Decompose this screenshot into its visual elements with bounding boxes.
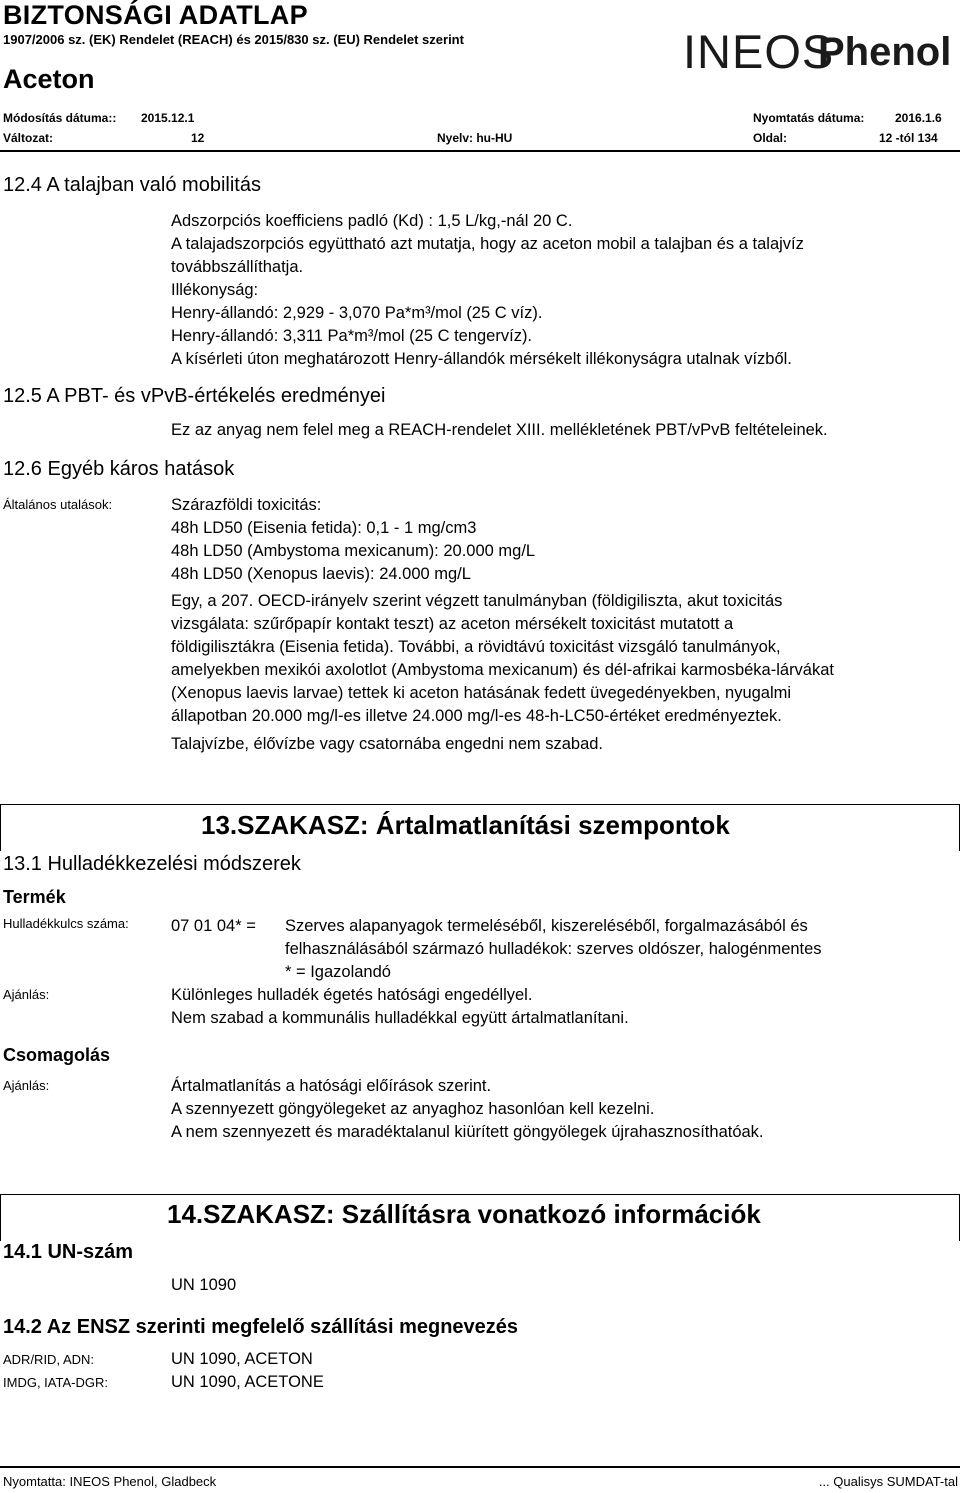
- section-12-6-heading: 12.6 Egyéb káros hatások: [3, 458, 235, 480]
- text-line: Illékonyság:: [171, 281, 259, 299]
- waste-code-label: Hulladékkulcs száma:: [3, 916, 129, 931]
- text-line: Egy, a 207. OECD-irányelv szerint végzett tanulmányban (földigiliszta, akut toxicitás: [171, 592, 783, 610]
- text-line: 48h LD50 (Eisenia fetida): 0,1 - 1 mg/cm3: [171, 519, 477, 537]
- section-14-title: 14.SZAKASZ: Szállításra vonatkozó információk: [167, 1199, 761, 1229]
- logo-ineos-text: INEOS: [683, 25, 835, 78]
- print-date-label: Nyomtatás dátuma:: [753, 111, 865, 125]
- modified-label: Módosítás dátuma::: [3, 111, 117, 125]
- text-line: 48h LD50 (Xenopus laevis): 24.000 mg/L: [171, 565, 471, 583]
- section-12-5-text: Ez az anyag nem felel meg a REACH-rendelet XIII. mellékletének PBT/vPvB feltételeinek.: [171, 421, 828, 439]
- logo-phenol-text: Phenol: [818, 30, 952, 74]
- text-line: * = Igazolandó: [285, 963, 391, 981]
- text-line: Henry-állandó: 2,929 - 3,070 Pa*m³/mol (25 C víz).: [171, 304, 543, 322]
- version-value: 12: [191, 131, 205, 145]
- text-line: (Xenopus laevis larvae) tettek ki aceton hatásának fedett üvegedényekben, nyugalmi: [171, 684, 792, 702]
- text-line: felhasználásából származó hulladékok: szerves oldószer, halogénmentes: [285, 940, 822, 958]
- recommendation-label: Ajánlás:: [3, 987, 50, 1002]
- waste-code-description: [285, 915, 822, 984]
- text-line: Szerves alapanyagok termeléséből, kiszereléséből, forgalmazásából és: [285, 917, 808, 935]
- ineos-phenol-logo: [683, 26, 958, 78]
- footer-rule: [0, 1466, 960, 1468]
- section-12-6-warning: Talajvízbe, élővízbe vagy csatornába engedni nem szabad.: [171, 735, 604, 753]
- language: Nyelv: hu-HU: [437, 131, 513, 145]
- section-13-title: 13.SZAKASZ: Ártalmatlanítási szempontok: [201, 810, 730, 840]
- text-line: A kísérleti úton meghatározott Henry-állandók mérsékelt illékonyságra utalnak vízből.: [171, 350, 792, 368]
- footer-right: ... Qualisys SUMDAT-tal: [818, 1474, 958, 1489]
- waste-code-value: 07 01 04* =: [171, 917, 256, 935]
- packaging-subheading: Csomagolás: [3, 1045, 111, 1065]
- section-12-5-heading: 12.5 A PBT- és vPvB-értékelés eredményei: [3, 385, 386, 407]
- version-label: Változat:: [3, 131, 54, 145]
- packaging-recommendation-text: [171, 1075, 764, 1144]
- section-12-6-toxicity: [171, 494, 535, 586]
- product-name: Aceton: [3, 64, 95, 94]
- text-line: továbbszállíthatja.: [171, 258, 304, 276]
- footer-left: Nyomtatta: INEOS Phenol, Gladbeck: [3, 1474, 217, 1489]
- un-number-value: UN 1090: [171, 1276, 237, 1294]
- regulation-line: 1907/2006 sz. (EK) Rendelet (REACH) és 2015/830 sz. (EU) Rendelet szerint: [3, 32, 464, 47]
- page-value: 12 -tól 134: [879, 131, 938, 145]
- adr-label: ADR/RID, ADN:: [3, 1352, 95, 1367]
- text-line: állapotban 20.000 mg/l-es illetve 24.000 mg/l-es 48-h-LC50-értéket eredményeztek.: [171, 707, 782, 725]
- document-title: BIZTONSÁGI ADATLAP: [3, 0, 308, 30]
- text-line: Ártalmatlanítás a hatósági előírások szerint.: [171, 1077, 492, 1095]
- text-line: 48h LD50 (Ambystoma mexicanum): 20.000 mg/L: [171, 542, 536, 560]
- text-line: Henry-állandó: 3,311 Pa*m³/mol (25 C tengervíz).: [171, 327, 533, 345]
- section-12-4-text: [171, 210, 804, 371]
- section-14-2-heading: 14.2 Az ENSZ szerinti megfelelő szállítási megnevezés: [3, 1316, 519, 1338]
- adr-value: UN 1090, ACETON: [171, 1350, 313, 1368]
- product-subheading: Termék: [3, 887, 66, 907]
- text-line: A talajadszorpciós együttható azt mutatja, hogy az aceton mobil a talajban és a talajvíz: [171, 235, 804, 253]
- header-rule: [0, 150, 960, 152]
- section-14-1-heading: 14.1 UN-szám: [3, 1241, 134, 1263]
- imdg-value: UN 1090, ACETONE: [171, 1373, 324, 1391]
- recommendation-text: [171, 984, 629, 1030]
- text-line: Nem szabad a kommunális hulladékkal együtt ártalmatlanítani.: [171, 1009, 629, 1027]
- text-line: Különleges hulladék égetés hatósági engedéllyel.: [171, 986, 533, 1004]
- section-13-1-heading: 13.1 Hulladékkezelési módszerek: [3, 853, 301, 875]
- text-line: Szárazföldi toxicitás:: [171, 496, 322, 514]
- general-notes-label: Általános utalások:: [3, 497, 113, 512]
- text-line: amelyekben mexikói axolotlot (Ambystoma mexicanum) és dél-afrikai karmosbéka-lárvákat: [171, 661, 834, 679]
- text-line: Adszorpciós koefficiens padló (Kd) : 1,5 L/kg,-nál 20 C.: [171, 212, 573, 230]
- page-label: Oldal:: [753, 131, 788, 145]
- text-line: A nem szennyezett és maradéktalanul kiürített göngyölegek újrahasznosíthatóak.: [171, 1123, 764, 1141]
- modified-value: 2015.12.1: [141, 111, 195, 125]
- text-line: vizsgálata: szűrőpapír kontakt teszt) az aceton mérsékelt toxicitást mutatott a: [171, 615, 734, 633]
- text-line: A szennyezett göngyölegeket az anyaghoz hasonlóan kell kezelni.: [171, 1100, 655, 1118]
- text-line: földigilisztákra (Eisenia fetida). További, a rövidtávú toxicitást vizsgáló tanulmányok,: [171, 638, 781, 656]
- section-12-4-heading: 12.4 A talajban való mobilitás: [3, 174, 261, 196]
- section-12-6-study: [171, 590, 834, 728]
- imdg-label: IMDG, IATA-DGR:: [3, 1375, 108, 1390]
- print-date-value: 2016.1.6: [895, 111, 942, 125]
- packaging-recommendation-label: Ajánlás:: [3, 1078, 50, 1093]
